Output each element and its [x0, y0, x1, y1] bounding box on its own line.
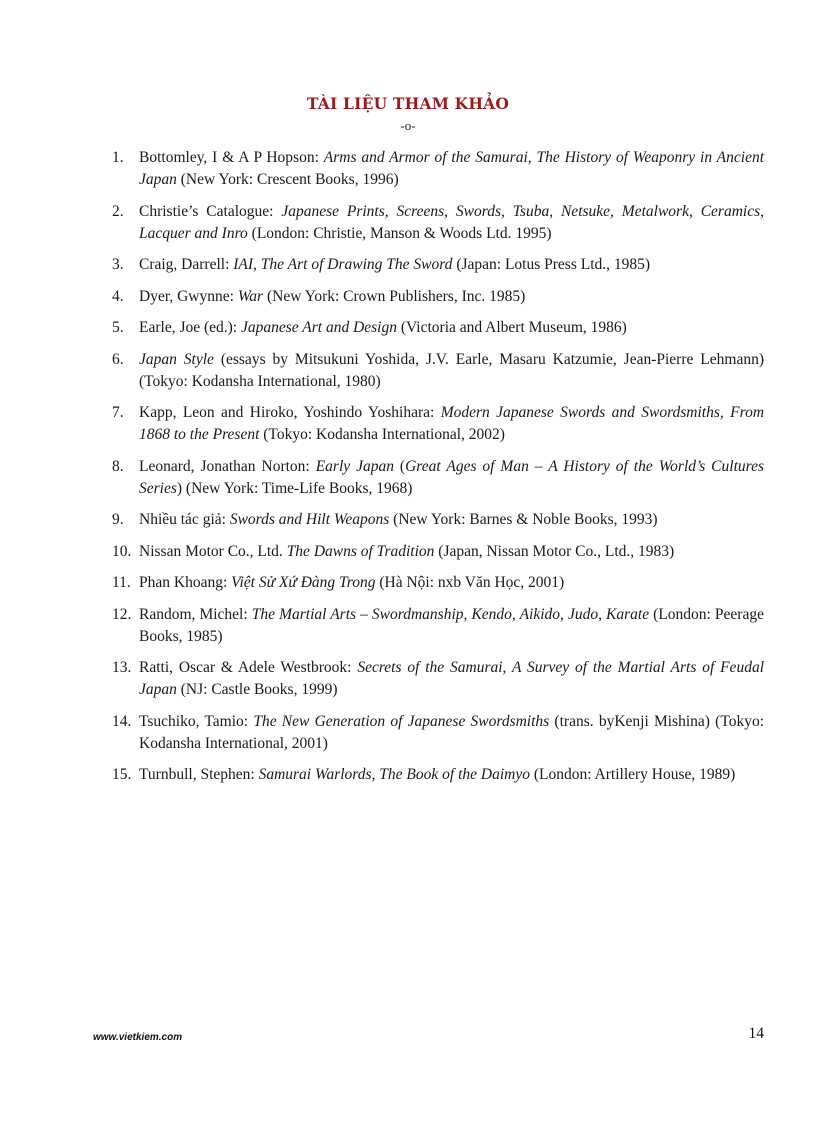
- reference-item-10: [112, 541, 764, 563]
- reference-number: 8.: [112, 457, 124, 475]
- reference-number: 11.: [112, 574, 131, 591]
- reference-number: 15.: [112, 766, 132, 783]
- reference-author: Phan Khoang:: [139, 574, 232, 591]
- reference-item-6: [112, 349, 764, 393]
- reference-number: 2.: [112, 202, 124, 220]
- reference-item-11: [112, 572, 764, 594]
- reference-item-1: [112, 147, 764, 191]
- reference-list: [112, 147, 764, 796]
- reference-item-7: [112, 402, 764, 446]
- reference-publication: (Tokyo: Kodansha International, 2002): [259, 426, 505, 443]
- reference-author: Nhiều tác giả:: [139, 511, 230, 528]
- reference-author: Tsuchiko, Tamio:: [139, 712, 254, 730]
- reference-publication: (New York: Crescent Books, 1996): [176, 171, 399, 188]
- reference-title: Việt Sử Xứ Đàng Trong: [231, 574, 376, 591]
- reference-item-4: [112, 286, 764, 308]
- reference-title: The Martial Arts – Swordmanship, Kendo, Aikido, Judo, Karate: [251, 605, 650, 623]
- reference-publication: (Japan, Nissan Motor Co., Ltd., 1983): [434, 542, 675, 560]
- reference-publication: (London: Christie, Manson & Woods Ltd. 1995): [247, 224, 552, 242]
- reference-publication: (New York: Barnes & Noble Books, 1993): [389, 511, 658, 528]
- reference-item-2: [112, 201, 764, 245]
- reference-publication: (Hà Nội: nxb Văn Học, 2001): [375, 574, 565, 591]
- reference-title: Early Japan: [315, 457, 394, 475]
- reference-item-3: [112, 254, 764, 276]
- reference-title: Modern Japanese Swords and Swordsmiths, From 1868 to the Present: [139, 404, 765, 443]
- reference-author: Random, Michel:: [139, 605, 252, 623]
- reference-title: The Dawns of Tradition: [286, 542, 435, 560]
- reference-item-14: [112, 711, 764, 755]
- reference-title: War: [237, 287, 264, 305]
- reference-publication: (NJ: Castle Books, 1999): [176, 681, 338, 698]
- reference-author: Christie’s Catalogue:: [139, 202, 282, 220]
- page-title: TÀI LIỆU THAM KHẢO: [306, 94, 510, 114]
- reference-item-15: [112, 764, 764, 786]
- reference-title: IAI, The Art of Drawing The Sword: [233, 256, 453, 273]
- reference-title: Japanese Prints, Screens, Swords, Tsuba, Netsuke, Metalwork, Ceramics, Lacquer and Inro: [139, 202, 764, 242]
- reference-number: 4.: [112, 287, 124, 305]
- reference-number: 7.: [112, 404, 124, 421]
- reference-author: Ratti, Oscar & Adele Westbrook:: [139, 659, 358, 676]
- reference-title: Secrets of the Samurai, A Survey of the Martial Arts of Feudal Japan: [139, 659, 764, 698]
- reference-title: Swords and Hilt Weapons: [229, 511, 390, 528]
- reference-author: Kapp, Leon and Hiroko, Yoshindo Yoshihara:: [139, 404, 441, 421]
- reference-title: Japanese Art and Design: [241, 319, 397, 336]
- reference-number: 14.: [112, 712, 132, 730]
- reference-number: 9.: [112, 511, 124, 528]
- reference-number: 13.: [112, 659, 132, 676]
- reference-author: Dyer, Gwynne:: [139, 287, 238, 305]
- reference-item-8: [112, 456, 764, 500]
- reference-publication: (: [393, 457, 406, 475]
- reference-author: Bottomley, I & A P Hopson:: [139, 149, 324, 166]
- reference-series-publication: ) (New York: Time-Life Books, 1968): [176, 479, 413, 497]
- reference-title: Arms and Armor of the Samurai, The History of Weaponry in Ancient Japan: [139, 149, 765, 188]
- reference-number: 1.: [112, 149, 124, 166]
- reference-author: Leonard, Jonathan Norton:: [139, 457, 316, 475]
- reference-publication: (essays by Mitsukuni Yoshida, J.V. Earle, Masaru Katzumie, Jean-Pierre Lehmann) (Tokyo: Kodansha International, 1980): [139, 350, 764, 390]
- reference-number: 6.: [112, 350, 124, 368]
- reference-number: 12.: [112, 605, 132, 623]
- reference-author: Turnbull, Stephen:: [139, 766, 259, 783]
- reference-title: The New Generation of Japanese Swordsmiths: [253, 712, 550, 730]
- reference-author: Earle, Joe (ed.):: [139, 319, 241, 336]
- reference-number: 10.: [112, 542, 132, 560]
- page-number: 14: [748, 1025, 764, 1042]
- reference-item-5: [112, 317, 764, 339]
- reference-publication: (Japan: Lotus Press Ltd., 1985): [452, 256, 651, 273]
- reference-title: Japan Style: [139, 350, 214, 368]
- reference-item-12: [112, 604, 764, 648]
- reference-publication: (London: Peerage Books, 1985): [139, 605, 764, 645]
- reference-title: Samurai Warlords, The Book of the Daimyo: [258, 766, 530, 783]
- title-ornament: -o-: [400, 118, 416, 133]
- reference-publication: (Victoria and Albert Museum, 1986): [396, 319, 627, 336]
- reference-publication: (London: Artillery House, 1989): [529, 766, 736, 783]
- reference-author: Craig, Darrell:: [139, 256, 234, 273]
- reference-publication: (trans. byKenji Mishina) (Tokyo: Kodansha International, 2001): [139, 712, 765, 752]
- reference-item-13: [112, 657, 764, 701]
- reference-publication: (New York: Crown Publishers, Inc. 1985): [263, 287, 526, 305]
- reference-number: 3.: [112, 256, 124, 273]
- reference-series-title: Great Ages of Man – A History of the World’s Cultures Series: [139, 457, 764, 497]
- reference-number: 5.: [112, 319, 124, 336]
- reference-author: Nissan Motor Co., Ltd.: [139, 542, 287, 560]
- footer-website: www.vietkiem.com: [93, 1032, 183, 1043]
- reference-item-9: [112, 509, 764, 531]
